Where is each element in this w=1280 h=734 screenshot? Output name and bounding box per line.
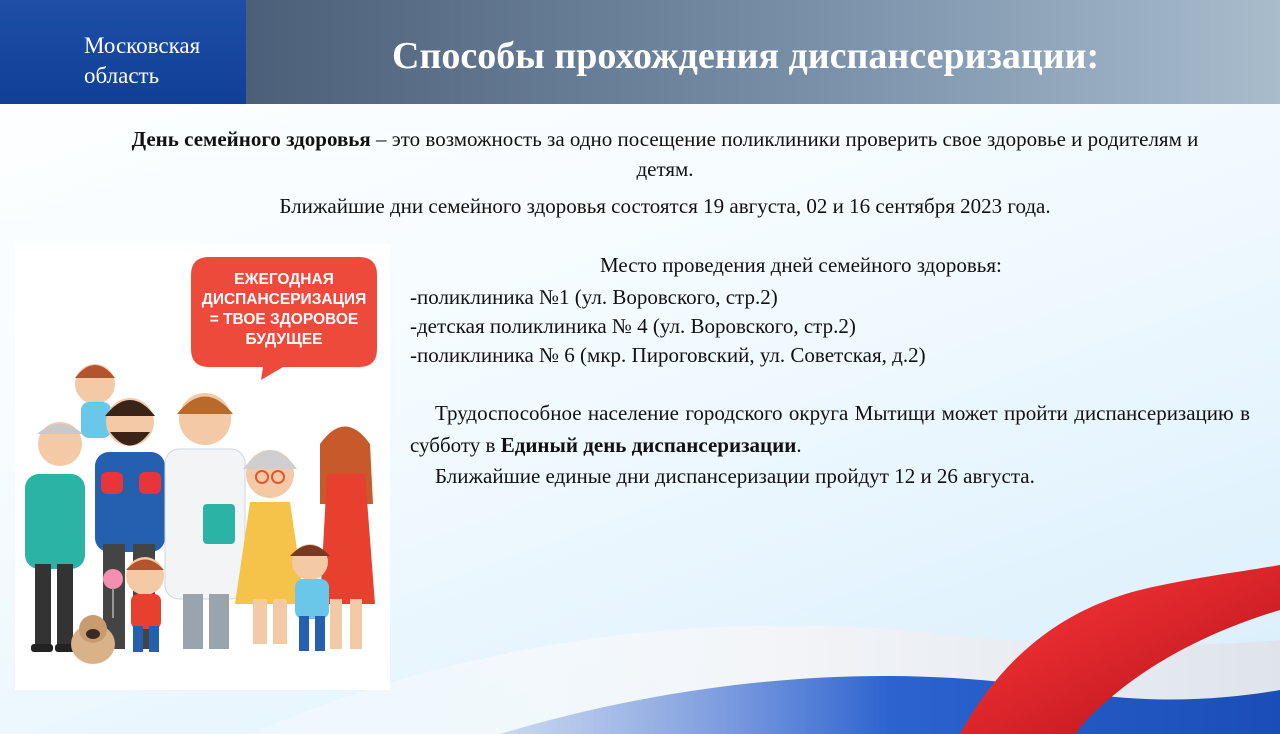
workers-text: Трудоспособное население городского округа Мытищи может пройти диспансеризацию в субботу в (410, 401, 1250, 457)
doctor-figure (165, 393, 245, 649)
poster-line: ДИСПАНСЕРИЗАЦИЯ (201, 291, 367, 308)
family-illustration (15, 244, 390, 690)
region-name-line1: Московская (84, 33, 201, 58)
family-health-day-description (110, 124, 1220, 184)
header (0, 0, 1280, 104)
slide-title: Способы прохождения диспансеризации: (392, 35, 1100, 77)
list-item: -поликлиника № 6 (мкр. Пироговский, ул. Советская, д.2) (410, 343, 926, 367)
unified-day-term: Единый день диспансеризации (500, 433, 797, 457)
family-health-day-definition: – это возможность за одно посещение поликлиники проверить свое здоровье и родителям и детям. (370, 127, 1199, 181)
girl-figure (290, 544, 330, 651)
family-health-day-term: День семейного здоровья (131, 127, 371, 151)
places-heading: Место проведения дней семейного здоровья: (600, 253, 1002, 277)
poster-line: БУДУЩЕЕ (245, 331, 323, 348)
places-list (410, 283, 926, 370)
grandfather-figure (25, 422, 85, 652)
list-item: -поликлиника №1 (ул. Воровского, стр.2) (410, 285, 778, 309)
family-health-day-dates: Ближайшие дни семейного здоровья состоятся 19 августа, 02 и 16 сентября 2023 года. (279, 194, 1051, 218)
region-name-line2: область (84, 63, 160, 88)
region-badge (0, 0, 246, 104)
workers-paragraph (410, 397, 1250, 461)
poster-line: ЕЖЕГОДНАЯ (234, 271, 334, 288)
unified-day-dates: Ближайшие единые дни диспансеризации пройдут 12 и 26 августа. (435, 464, 1035, 488)
family-people-icon (15, 244, 390, 690)
workers-text-end: . (796, 433, 802, 457)
title-bar (246, 0, 1280, 104)
mother-figure (320, 427, 375, 650)
poster-line: = ТВОЕ ЗДОРОВОЕ (209, 311, 359, 328)
list-item: -детская поликлиника № 4 (ул. Воровского, стр.2) (410, 314, 856, 338)
